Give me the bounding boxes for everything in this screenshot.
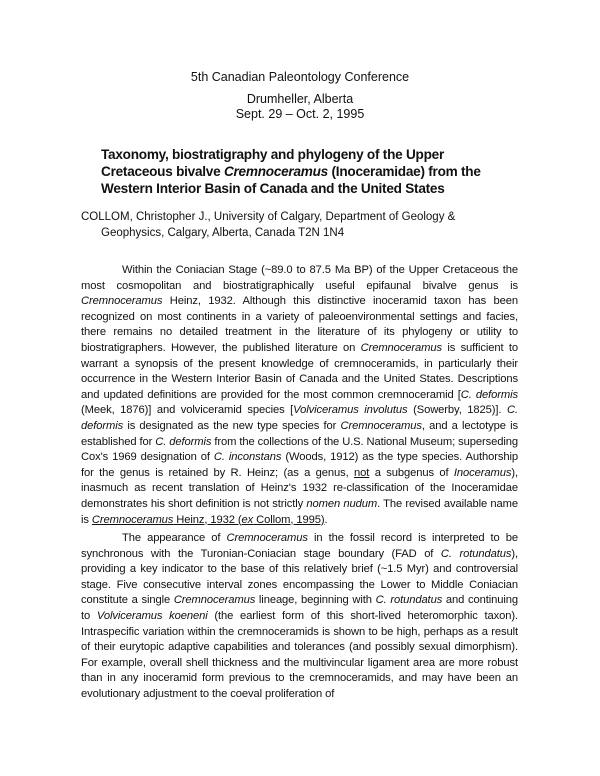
body-text: . xyxy=(324,513,328,526)
body-text: ), providing a key indicator to the base of this relatively brief (~1.5 Myr) and controversial stage. Five consecutive interval zones encompassing the Lower to Middle Coniacian constitute a single xyxy=(81,547,518,607)
conference-dates: Sept. 29 – Oct. 2, 1995 xyxy=(235,107,365,121)
body-text: , and a lectotype is established for xyxy=(81,419,518,448)
latin-term: nomen nudum xyxy=(306,497,378,510)
author-line: COLLOM, Christopher J., University of Calgary, Department of Geology & xyxy=(81,211,456,223)
body-text: lineage, beginning with xyxy=(255,594,376,607)
taxon-name: C. rotundatus xyxy=(440,547,512,560)
body-text: Within the Coniacian Stage (~89.0 to 87.5 Ma BP) of the Upper Cretaceous the most cosmopolitan and biostratigraphically useful epifaunal bivalve genus is xyxy=(81,264,518,292)
taxon-name: Cremnoceramus xyxy=(173,594,256,607)
body-text: from the collections of the U.S. National Museum; superseding Cox's 1969 designation of xyxy=(81,435,518,464)
abstract-paragraph-2 xyxy=(81,531,518,703)
conference-name: 5th Canadian Paleontology Conference xyxy=(190,70,410,84)
body-text: Collom, 1995) xyxy=(253,513,325,526)
abstract-paragraph-1 xyxy=(81,263,518,528)
taxon-name: C. deformis xyxy=(81,404,518,432)
title-genus: Cremnoceramus xyxy=(223,164,328,179)
conference-location: Drumheller, Alberta xyxy=(246,92,354,106)
body-text: (Woods, 1912) as the type species. Authorship for the genus is retained by R. Heinz; (as a genus, xyxy=(81,451,518,479)
taxon-name: Cremnoceramus xyxy=(340,419,422,432)
taxon-name: Volviceramus koeneni xyxy=(96,609,208,622)
taxon-name: Cremnoceramus xyxy=(360,341,442,354)
body-text: (Meek, 1876)] and volviceramid species [ xyxy=(81,404,294,417)
body-text: Heinz, 1932. Although this distinctive inoceramid taxon has been recognized on most continents in a variety of paleoenvironmental settings and facies, there remains no detailed treatment in the literature of its phylogeny or utility to biostratigraphers. However, the published literature on xyxy=(81,295,518,354)
body-text: is sufficient to warrant a synopsis of the present knowledge of cremnoceramids, in particularly their occurrence in the Western Interior Basin of Canada and the United States. Descriptions and updated definitions are provided for the most common cremnoceramid [ xyxy=(81,341,518,401)
author-line: Geophysics, Calgary, Alberta, Canada T2N 1N4 xyxy=(101,227,345,239)
body-text: in the fossil record is interpreted to be synchronous with the Turonian-Coniacian stage boundary (FAD of xyxy=(81,532,518,560)
body-text: (Sowerby, 1825)]. xyxy=(407,404,507,417)
title-text: Taxonomy, biostratigraphy and phylogeny of the Upper Cretaceous bivalve xyxy=(101,147,444,179)
emphasis-underline: not xyxy=(354,466,370,479)
taxon-name: C. deformis xyxy=(460,388,518,401)
revised-name xyxy=(92,514,325,526)
latin-term: ex xyxy=(241,513,254,526)
body-text: (the earliest form of this short-lived heteromorphic taxon). Intraspecific variation within the cremnoceramids is shown to be high, perhaps as a result of their eurytopic adaptive capabilities and tolerances (and possibly sexual dimorphism). For example, overall shell thickness and the multivincular ligament area are more robust than in any inoceramid form previous to the cremnoceramids, and may have been an evolutionary adjustment to the coeval proliferation of xyxy=(81,609,519,700)
taxon-name: Cremnoceramus xyxy=(91,513,174,526)
taxon-name: Volviceramus involutus xyxy=(293,404,408,417)
taxon-name: C. deformis xyxy=(155,435,212,448)
body-text: and continuing to xyxy=(81,594,518,622)
title-text: (Inoceramidae) from the Western Interior Basin of Canada and the United States xyxy=(101,164,481,196)
body-text: is designated as the new type species for xyxy=(123,419,341,432)
author-affiliation xyxy=(81,209,521,241)
taxon-name: Cremnoceramus xyxy=(81,295,163,308)
body-text: . The revised available name is xyxy=(81,497,518,526)
paper-title xyxy=(101,146,481,197)
taxon-name: Cremnoceramus xyxy=(226,532,308,544)
taxon-name: C. inconstans xyxy=(213,451,282,464)
taxon-name: C. rotundatus xyxy=(375,594,443,607)
body-text: a subgenus of xyxy=(369,466,454,479)
body-text: The appearance of xyxy=(122,532,227,544)
taxon-name: Inoceramus xyxy=(453,466,512,479)
body-text: ), inasmuch as recent translation of Heinz's 1932 re-classification of the Inoceramidae demonstrates his short definition is not strictly xyxy=(81,466,519,510)
body-text: Heinz, 1932 ( xyxy=(173,513,242,526)
